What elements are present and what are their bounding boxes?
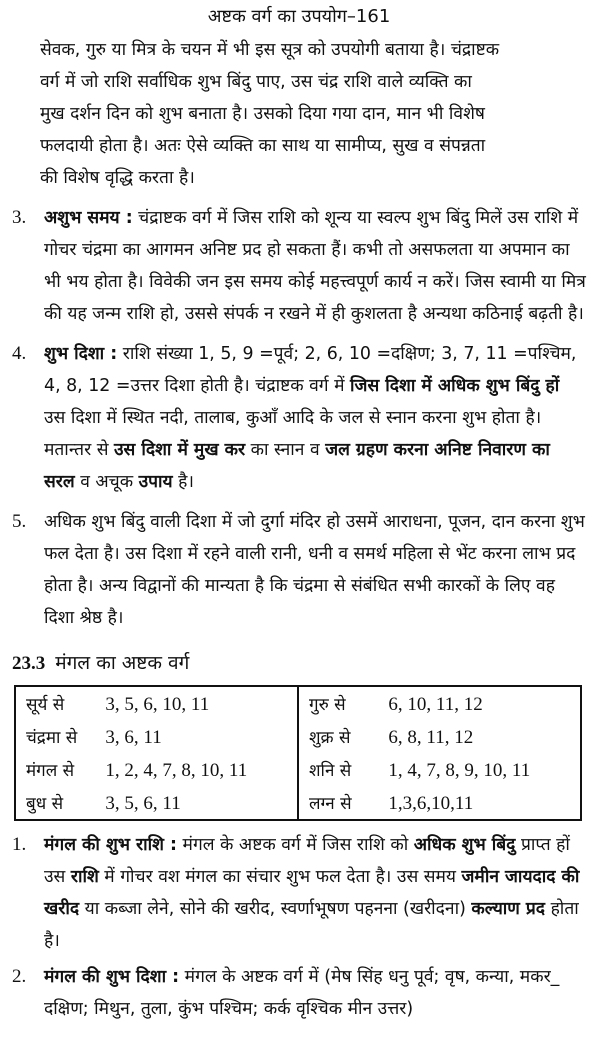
list-item-3 [12, 202, 586, 330]
item-emphasis: अधिक शुभ बिंदु [413, 835, 516, 855]
cell-values: 6, 8, 11, 12 [388, 726, 474, 748]
table-row [15, 753, 581, 786]
table-row [15, 786, 581, 820]
section-title: मंगल का अष्टक वर्ग [55, 652, 190, 674]
item-text: या कब्जा लेने, सोने की खरीद, स्वर्णाभूषण पहनना (खरीदना) [79, 899, 472, 919]
item-emphasis: उपाय [138, 472, 173, 492]
cell-label: चंद्रमा से [26, 727, 78, 748]
table-cell [298, 720, 581, 753]
item-emphasis: राशि [70, 867, 99, 887]
item-number: 5. [12, 511, 27, 532]
cell-values: 3, 6, 11 [105, 726, 162, 748]
item-number: 2. [12, 966, 27, 987]
item-number: 3. [12, 207, 27, 228]
item-text: प्राप्त हों उस [44, 835, 570, 887]
intro-line: सेवक, गुरु या मित्र के चयन में भी इस सूत्र को उपयोगी बताया है। चंद्राष्टक [40, 40, 500, 60]
item-emphasis: जल ग्रहण करना अनिष्ट निवारण का सरल [44, 440, 550, 492]
item-number: 1. [12, 834, 27, 855]
page-header: अष्टक वर्ग का उपयोग–161 [207, 6, 391, 27]
intro-line: वर्ग में जो राशि सर्वाधिक शुभ बिंदु पाए, उस चंद्र राशि वाले व्यक्ति का [40, 72, 472, 92]
item-text: राशि संख्या 1, 5, 9 =पूर्व; 2, 6, 10 =दक्षिण; 3, 7, 11 =पश्चिम, 4, 8, 12 =उत्तर दिशा होती है। चंद्राष्टक वर्ग में [44, 344, 577, 396]
item-text: मंगल के अष्टक वर्ग में (मेष सिंह धनु पूर्व; वृष, कन्या, मकर_ दक्षिण; मिथुन, तुला, कुंभ पश्चिम; कर्क वृश्चिक मीन उत्तर) [44, 967, 560, 1019]
cell-label: सूर्य से [26, 694, 65, 715]
cell-values: 1, 4, 7, 8, 9, 10, 11 [388, 759, 531, 781]
item-text: मंगल के अष्टक वर्ग में जिस राशि को [177, 835, 414, 855]
cell-values: 1,3,6,10,11 [388, 792, 474, 814]
item-body [44, 338, 586, 498]
cell-values: 1, 2, 4, 7, 8, 10, 11 [105, 759, 248, 781]
list-item-4 [12, 338, 586, 498]
item-text: उस दिशा में स्थित नदी, तालाब, कुआँ आदि के जल से स्नान करना शुभ होता है। मतान्तर से [44, 408, 542, 460]
table-row [15, 686, 581, 720]
item-text: है। [172, 472, 194, 492]
cell-values: 3, 5, 6, 10, 11 [105, 693, 210, 715]
item-body [44, 961, 586, 1025]
cell-values: 3, 5, 6, 11 [105, 792, 181, 814]
table-cell [15, 786, 298, 820]
cell-label: शनि से [309, 760, 352, 781]
item-heading: शुभ दिशा : [44, 344, 118, 364]
item-text: का स्नान व [245, 440, 326, 460]
item-text: व अचूक [74, 472, 139, 492]
ashtakavarga-table [14, 685, 582, 821]
cell-label: मंगल से [26, 760, 75, 781]
list-item-5 [12, 506, 586, 634]
table-cell [15, 686, 298, 720]
table-cell [298, 686, 581, 720]
item-emphasis: कल्याण प्रद [471, 899, 546, 919]
cell-label: बुध से [26, 793, 64, 814]
cell-values: 6, 10, 11, 12 [388, 693, 483, 715]
item-number: 4. [12, 343, 27, 364]
item-body [44, 829, 586, 957]
item-text: अधिक शुभ बिंदु वाली दिशा में जो दुर्गा मंदिर हो उसमें आराधना, पूजन, दान करना शुभ फल देता है। उस दिशा में रहने वाली रानी, धनी व समर्थ महिला से भेंट करना लाभ प्रद होता है। अन्य विद्वानों की मान्यता है कि चंद्रमा से संबंधित सभी कारकों के लिए वह दिशा श्रेष्ठ है। [44, 512, 585, 628]
mars-item-1 [12, 829, 586, 957]
intro-line: मुख दर्शन दिन को शुभ बनाता है। उसको दिया गया दान, मान भी विशेष [40, 104, 485, 124]
item-heading: मंगल की शुभ राशि : [44, 835, 178, 855]
item-text: होता है। [44, 899, 579, 951]
section-heading [12, 648, 586, 679]
item-emphasis: जमीन जायदाद की खरीद [44, 867, 580, 919]
item-emphasis: उस दिशा में मुख कर [114, 440, 246, 460]
cell-label: गुरु से [309, 694, 346, 715]
table-row [15, 720, 581, 753]
intro-paragraph [12, 34, 586, 194]
intro-line: फलदायी होता है। अतः ऐसे व्यक्ति का साथ या सामीप्य, सुख व संपन्नता [40, 136, 486, 156]
table-cell [298, 786, 581, 820]
item-text: चंद्राष्टक वर्ग में जिस राशि को शून्य या स्वल्प शुभ बिंदु मिलें उस राशि में गोचर चंद्रमा का आगमन अनिष्ट प्रद हो सकता हैं। कभी तो असफलता या अपमान का भी भय होता है। विवेकी जन इस समय कोई महत्त्वपूर्ण कार्य न करें। जिस स्वामी या मित्र की यह जन्म राशि हो, उससे संपर्क न रखने में ही कुशलता है अन्यथा कठिनाई बढ़ती है। [44, 208, 586, 324]
item-emphasis: जिस दिशा में अधिक शुभ बिंदु हों [350, 376, 560, 396]
cell-label: लग्न से [309, 793, 352, 814]
item-heading: मंगल की शुभ दिशा : [44, 967, 180, 987]
mars-item-2 [12, 961, 586, 1025]
intro-line: की विशेष वृद्धि करता है। [40, 168, 195, 188]
item-body [44, 202, 586, 330]
section-number: 23.3 [12, 653, 46, 674]
item-text: में गोचर वश मंगल का संचार शुभ फल देता है। उस समय [98, 867, 462, 887]
table-cell [298, 753, 581, 786]
table-cell [15, 720, 298, 753]
item-heading: अशुभ समय : [44, 208, 133, 228]
cell-label: शुक्र से [309, 727, 351, 748]
table-cell [15, 753, 298, 786]
